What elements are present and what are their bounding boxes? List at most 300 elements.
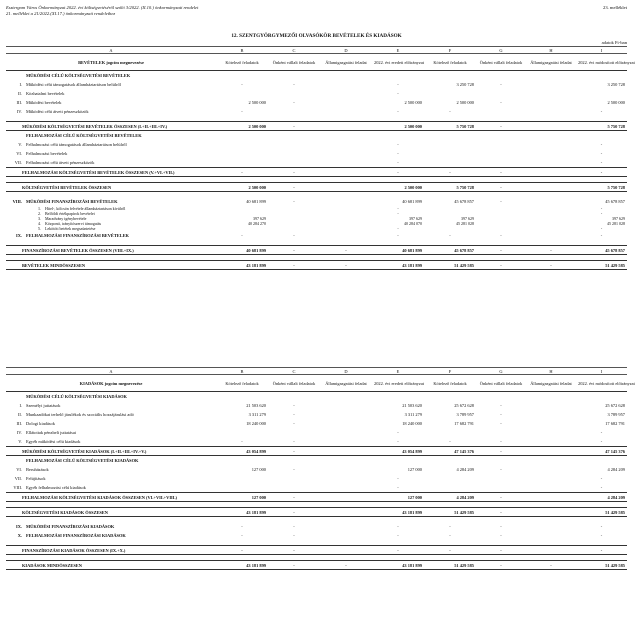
column-header: Önként vállalt feladatok (268, 375, 320, 392)
value-cell: - (449, 109, 451, 114)
row-title: Munkaadókat terhelő járulékok és szociális hozzájárulási adó (26, 412, 134, 417)
value-cell (526, 546, 576, 555)
value-cell: 51 429 585 (576, 261, 627, 270)
value-cell: - (293, 403, 295, 408)
value-cell: - (449, 439, 451, 444)
column-letter: F (424, 47, 476, 54)
value-cell: 397 629 (253, 216, 266, 221)
value-cell: - (600, 160, 603, 165)
column-header: Államigazgatási feladat (320, 375, 372, 392)
column-header: Államigazgatási feladat (526, 375, 576, 392)
value-cell: - (424, 546, 476, 555)
value-cell: 397 629 (612, 216, 625, 221)
value-cell (526, 80, 576, 89)
value-cell: - (576, 546, 627, 555)
value-cell: 40 284 070 (404, 221, 422, 226)
value-cell: - (600, 524, 603, 529)
value-cell (526, 122, 576, 131)
column-letter: D (320, 368, 372, 375)
row-number: III. (16, 100, 22, 105)
value-cell: - (600, 109, 603, 114)
row-title: Hitel-, kölcsön felvétele államháztartáson kívülről (45, 206, 126, 211)
value-cell: - (500, 467, 502, 472)
value-cell (320, 149, 372, 158)
value-cell: - (293, 421, 295, 426)
column-letter: D (320, 47, 372, 54)
row-label (6, 401, 216, 410)
value-cell: - (600, 226, 603, 231)
value-cell: 127 000 (216, 493, 268, 502)
value-cell (268, 483, 320, 493)
value-cell (476, 428, 526, 437)
row-label (6, 474, 216, 483)
value-cell: 45 678 857 (605, 199, 625, 204)
value-cell: 2 500 000 (607, 100, 625, 105)
table-row (6, 522, 627, 531)
table-row (6, 197, 627, 206)
value-cell: 43 181 899 (216, 261, 268, 270)
value-cell: - (268, 183, 320, 192)
value-cell: 25 672 628 (454, 403, 474, 408)
value-cell: 2 500 000 (216, 183, 268, 192)
total-row (6, 561, 627, 570)
value-cell (320, 401, 372, 410)
value-cell: - (600, 233, 603, 238)
value-cell: 3 789 957 (607, 412, 625, 417)
column-letter: A (6, 368, 216, 375)
row-label (6, 483, 216, 493)
value-cell: - (500, 421, 502, 426)
row-label (6, 410, 216, 419)
value-cell: - (600, 206, 603, 211)
value-cell (320, 158, 372, 168)
value-cell: 17 682 791 (454, 421, 474, 426)
value-cell: - (449, 533, 451, 538)
column-letter: G (476, 47, 526, 54)
table-row (6, 437, 627, 447)
value-cell: 2 500 000 (404, 100, 422, 105)
row-number: 4. (38, 221, 41, 226)
value-cell (526, 197, 576, 206)
value-cell (268, 428, 320, 437)
section-heading-row (6, 392, 627, 402)
value-cell: - (216, 168, 268, 177)
total-row (6, 122, 627, 131)
value-cell: - (397, 151, 399, 156)
value-cell: 43 181 899 (216, 561, 268, 570)
row-label (6, 447, 216, 456)
row-label (6, 98, 216, 107)
row-title: FINANSZÍROZÁSI KIADÁSOK ÖSSZESEN (IX.+X.) (22, 547, 126, 553)
table-row (6, 465, 627, 474)
table-row (6, 428, 627, 437)
value-cell: - (449, 233, 451, 238)
column-header: Önként vállalt feladatok (476, 54, 526, 71)
row-label (6, 531, 216, 540)
value-cell: - (293, 524, 295, 529)
value-cell (320, 80, 372, 89)
value-cell: - (576, 168, 627, 177)
table-row (6, 483, 627, 493)
value-cell (320, 437, 372, 447)
value-cell: 2 500 000 (372, 183, 424, 192)
value-cell (526, 410, 576, 419)
row-number: V. (18, 142, 22, 147)
value-cell: - (372, 546, 424, 555)
value-cell: 47 145 376 (576, 447, 627, 456)
row-title: Dologi kiadások (26, 421, 55, 426)
value-cell: 40 681 899 (372, 246, 424, 255)
value-cell: - (600, 142, 603, 147)
value-cell: 4 284 209 (576, 493, 627, 502)
value-cell: - (500, 82, 502, 87)
value-cell: 4 284 209 (607, 467, 625, 472)
table-row (6, 419, 627, 428)
value-cell (424, 149, 476, 158)
value-cell: - (397, 524, 399, 529)
total-row (6, 493, 627, 502)
value-cell: - (600, 439, 603, 444)
value-cell: 40 681 899 (402, 199, 422, 204)
value-cell (320, 168, 372, 177)
value-cell (216, 89, 268, 98)
value-cell: - (500, 439, 502, 444)
value-cell (526, 447, 576, 456)
row-number: III. (16, 421, 22, 426)
value-cell: - (500, 533, 502, 538)
table-row (6, 149, 627, 158)
column-header: Kötelező feladatok (216, 375, 268, 392)
value-cell: - (397, 476, 399, 481)
value-cell: - (293, 533, 295, 538)
row-title: Felújítások (26, 476, 46, 481)
row-number: V. (18, 439, 22, 444)
value-cell (320, 122, 372, 131)
value-cell: - (397, 82, 399, 87)
value-cell: 2 500 000 (372, 122, 424, 131)
row-number: I. (19, 82, 22, 87)
row-title: FELHALMOZÁSI KÖLTSÉGVETÉSI KIADÁSOK ÖSSZESEN (VI.+VII.+VIII.) (22, 494, 178, 500)
value-cell: 5 750 728 (424, 183, 476, 192)
value-cell (476, 149, 526, 158)
row-label (6, 80, 216, 89)
value-cell: - (293, 467, 295, 472)
row-title: Felhalmozási célú átvett pénzeszközök (26, 160, 95, 165)
value-cell (526, 231, 576, 240)
revenue-table (6, 46, 635, 270)
column-header: Kötelező feladatok (424, 54, 476, 71)
value-cell: - (397, 206, 399, 211)
value-cell: - (476, 493, 526, 502)
value-cell: 2 500 000 (216, 122, 268, 131)
value-cell (216, 428, 268, 437)
value-cell: - (293, 412, 295, 417)
row-label (6, 158, 216, 168)
row-title: KÖLTSÉGVETÉSI KIADÁSOK ÖSSZESEN (22, 509, 108, 515)
value-cell: 45 678 857 (424, 246, 476, 255)
value-cell: - (526, 261, 576, 270)
row-number: II. (17, 412, 22, 417)
value-cell (320, 410, 372, 419)
value-cell: - (600, 211, 603, 216)
row-title: KÖLTSÉGVETÉSI BEVÉTELEK ÖSSZESEN (22, 184, 112, 190)
page-number: 23. melléklet (603, 5, 627, 10)
value-cell: 5 750 728 (576, 183, 627, 192)
value-cell (526, 89, 576, 98)
table-row (6, 98, 627, 107)
row-number: IX. (16, 233, 22, 238)
column-header-row (6, 54, 627, 71)
value-cell: - (397, 485, 399, 490)
value-cell: - (268, 493, 320, 502)
value-cell: 5 750 728 (576, 122, 627, 131)
row-title: Egyéb működési célú kiadások (26, 439, 81, 444)
value-cell (268, 149, 320, 158)
row-title: MŰKÖDÉSI FINANSZÍROZÁSI KIADÁSOK (26, 524, 115, 529)
value-cell (476, 107, 526, 116)
value-cell: - (600, 485, 603, 490)
value-cell (320, 419, 372, 428)
value-cell: 51 429 585 (424, 508, 476, 517)
section-heading: FELHALMOZÁSI CÉLÚ KÖLTSÉGVETÉSI BEVÉTELEK (26, 133, 142, 138)
value-cell (320, 483, 372, 493)
value-cell (424, 483, 476, 493)
value-cell (424, 428, 476, 437)
value-cell (526, 508, 576, 517)
row-label (6, 261, 216, 270)
value-cell: - (600, 430, 603, 435)
value-cell (320, 89, 372, 98)
value-cell: 5 750 728 (424, 122, 476, 131)
row-label (6, 197, 216, 206)
value-cell: - (268, 246, 320, 255)
row-title: Felhalmozási célú támogatások államháztartáson belülről (26, 142, 127, 147)
column-header: Államigazgatási feladat (526, 54, 576, 71)
value-cell: 21 503 620 (402, 403, 422, 408)
value-cell: - (241, 82, 243, 87)
section-heading-row (6, 71, 627, 81)
value-cell: - (500, 524, 502, 529)
value-cell (268, 89, 320, 98)
row-label (6, 508, 216, 517)
value-cell (320, 140, 372, 149)
value-cell: - (397, 91, 399, 96)
value-cell: 3 311 279 (248, 412, 266, 417)
row-title: Beruházások (26, 467, 49, 472)
row-title: Felhalmozási bevételek (26, 151, 68, 156)
value-cell: - (241, 233, 243, 238)
column-header-label: KIADÁSOK jogcím megnevezése (6, 375, 216, 392)
row-number: I. (19, 403, 22, 408)
value-cell: 51 429 585 (576, 561, 627, 570)
value-cell: 397 629 (461, 216, 474, 221)
row-number: IX. (16, 524, 22, 529)
value-cell (476, 158, 526, 168)
value-cell: - (241, 439, 243, 444)
value-cell (320, 183, 372, 192)
value-cell (526, 183, 576, 192)
row-title: Személyi juttatások (26, 403, 61, 408)
value-cell: - (372, 168, 424, 177)
row-title: FELHALMOZÁSI FINANSZÍROZÁSI BEVÉTELEK (26, 233, 129, 238)
value-cell (320, 231, 372, 240)
value-cell: - (241, 524, 243, 529)
value-cell (320, 508, 372, 517)
value-cell (216, 158, 268, 168)
column-header: Államigazgatási feladat (320, 54, 372, 71)
column-letter: G (476, 368, 526, 375)
value-cell (526, 401, 576, 410)
row-title: Működési célú átvett pénzeszközök (26, 109, 89, 114)
value-cell: 397 629 (409, 216, 422, 221)
value-cell: - (320, 246, 372, 255)
column-letter: B (216, 368, 268, 375)
value-cell: - (241, 109, 243, 114)
value-cell: 40 681 899 (216, 246, 268, 255)
value-cell: - (397, 439, 399, 444)
row-title: Egyéb felhalmozási célú kiadások (26, 485, 86, 490)
value-cell (216, 483, 268, 493)
value-cell (320, 522, 372, 531)
row-title: Ellátottak pénzbeli juttatásai (26, 430, 76, 435)
row-number: VIII. (12, 199, 22, 204)
value-cell: - (293, 100, 295, 105)
value-cell: 3 250 728 (456, 82, 474, 87)
value-cell: 18 240 000 (402, 421, 422, 426)
value-cell: - (397, 142, 399, 147)
value-cell (424, 89, 476, 98)
total-row (6, 508, 627, 517)
row-label (6, 122, 216, 131)
value-cell: - (293, 233, 295, 238)
row-title: Belföldi értékpapírok bevételei (45, 211, 95, 216)
value-cell: 51 429 585 (424, 561, 476, 570)
value-cell (424, 474, 476, 483)
row-title: Működési célú támogatások államháztartáson belülről (26, 82, 121, 87)
row-title: MŰKÖDÉSI KÖLTSÉGVETÉSI KIADÁSOK (I.+II.+III.+IV.+V.) (22, 448, 147, 454)
row-title: FINANSZÍROZÁSI BEVÉTELEK ÖSSZESEN (VIII.+IX.) (22, 247, 134, 253)
table-row (6, 80, 627, 89)
value-cell: - (268, 508, 320, 517)
column-letter: H (526, 368, 576, 375)
table-row (6, 158, 627, 168)
column-letter: A (6, 47, 216, 54)
row-number: 3. (38, 216, 41, 221)
value-cell (476, 474, 526, 483)
value-cell (576, 89, 627, 98)
value-cell: - (397, 533, 399, 538)
column-header: 2022. évi módosított előirányzat (576, 375, 627, 392)
value-cell: 43 054 899 (216, 447, 268, 456)
value-cell: - (424, 168, 476, 177)
value-cell: - (397, 160, 399, 165)
row-title: BEVÉTELEK MINDÖSSZESEN (22, 262, 86, 268)
document-title: 12. SZENTGYÖRGYMEZŐI OLVASÓKÖR BEVÉTELEK ÉS KIADÁSOK (231, 33, 402, 39)
row-title: MŰKÖDÉSI KÖLTSÉGVETÉSI BEVÉTELEK ÖSSZESEN (I.+II.+III.+IV.) (22, 123, 168, 129)
column-letter-row (6, 368, 627, 375)
value-cell: - (268, 261, 320, 270)
value-cell (526, 98, 576, 107)
value-cell (526, 437, 576, 447)
column-letter: I (576, 47, 627, 54)
value-cell: - (476, 561, 526, 570)
value-cell (526, 483, 576, 493)
value-cell: - (320, 561, 372, 570)
table-row (6, 401, 627, 410)
value-cell (216, 149, 268, 158)
value-cell (320, 493, 372, 502)
row-number: VII. (14, 476, 22, 481)
section-heading-row (6, 456, 627, 466)
value-cell (526, 158, 576, 168)
value-cell (526, 465, 576, 474)
value-cell: - (397, 211, 399, 216)
row-label (6, 231, 216, 240)
value-cell (320, 197, 372, 206)
table-row (6, 474, 627, 483)
value-cell: 25 672 628 (605, 403, 625, 408)
column-header: 2022. évi eredeti előirányzat (372, 375, 424, 392)
value-cell: 51 429 585 (576, 508, 627, 517)
value-cell (526, 140, 576, 149)
value-cell: 40 681 899 (246, 199, 266, 204)
value-cell: - (500, 100, 502, 105)
row-label (6, 107, 216, 116)
row-label (6, 546, 216, 555)
value-cell (268, 140, 320, 149)
page-header (6, 5, 627, 17)
value-cell: 3 250 728 (607, 82, 625, 87)
row-label (6, 183, 216, 192)
row-title: Működési bevételek (26, 100, 62, 105)
value-cell: - (500, 233, 502, 238)
value-cell (268, 474, 320, 483)
column-letter: B (216, 47, 268, 54)
header-line-2: 21. melléklet a 21/2022.(XI.17.) önkormányzati rendelethez (6, 11, 116, 16)
value-cell (320, 107, 372, 116)
row-label (6, 465, 216, 474)
value-cell: 43 181 899 (372, 508, 424, 517)
value-cell: 21 503 620 (246, 403, 266, 408)
value-cell: - (476, 168, 526, 177)
value-cell (476, 483, 526, 493)
value-cell: - (600, 476, 603, 481)
total-row (6, 447, 627, 456)
total-row (6, 546, 627, 555)
value-cell: 40 284 270 (248, 221, 266, 226)
value-cell: 4 284 209 (456, 467, 474, 472)
value-cell (526, 522, 576, 531)
row-number: IV. (16, 109, 22, 114)
section-heading-row (6, 131, 627, 141)
table-row (6, 140, 627, 149)
value-cell (320, 465, 372, 474)
column-header-label: BEVÉTELEK jogcím megnevezése (6, 54, 216, 71)
table-row (6, 89, 627, 98)
value-cell: - (268, 168, 320, 177)
row-label (6, 522, 216, 531)
row-number: 2. (38, 211, 41, 216)
row-title: Lekötött betétek megszüntetése (45, 226, 96, 231)
value-cell: 45 678 857 (454, 199, 474, 204)
row-title: FELHALMOZÁSI FINANSZÍROZÁSI KIADÁSOK (26, 533, 126, 538)
row-title: Közhatalmi bevételek (26, 91, 65, 96)
value-cell: - (476, 183, 526, 192)
row-label (6, 149, 216, 158)
value-cell (424, 140, 476, 149)
row-label (6, 168, 216, 177)
value-cell: 127 000 (251, 467, 266, 472)
